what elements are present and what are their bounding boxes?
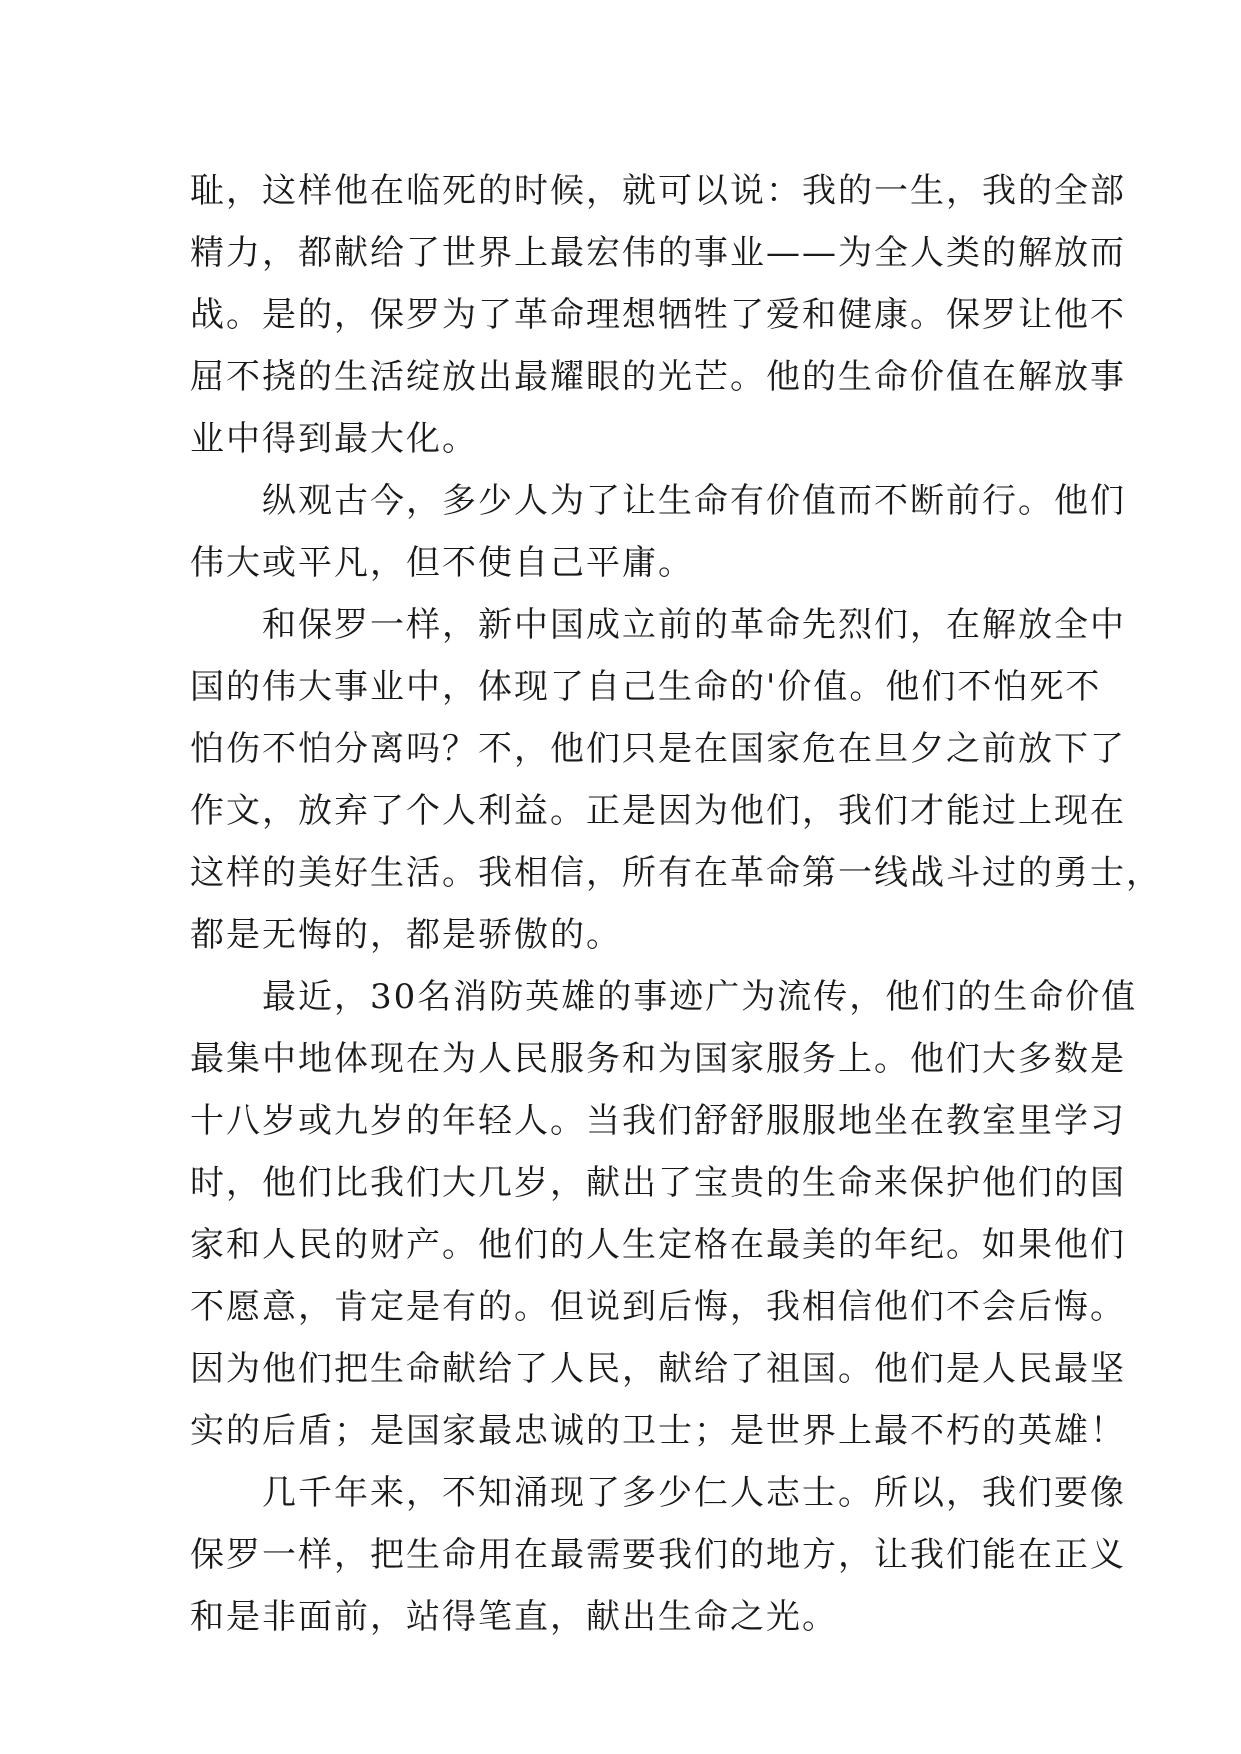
text-line: 和保罗一样，新中国成立前的革命先烈们，在解放全中 [190,605,1126,645]
text-line: 实的后盾；是国家最忠诚的卫士；是世界上最不朽的英雄！ [190,1411,1126,1451]
text-line: 最近，30名消防英雄的事迹广为流传，他们的生命价值 [190,977,1138,1017]
text-line: 不愿意，肯定是有的。但说到后悔，我相信他们不会后悔。 [190,1287,1126,1327]
text-line: 纵观古今，多少人为了让生命有价值而不断前行。他们 [190,481,1126,521]
text-line: 战。是的，保罗为了革命理想牺牲了爱和健康。保罗让他不 [190,295,1126,335]
text-line: 因为他们把生命献给了人民，献给了祖国。他们是人民最坚 [190,1349,1126,1389]
text-line: 家和人民的财产。他们的人生定格在最美的年纪。如果他们 [190,1225,1126,1265]
text-line: 时，他们比我们大几岁，献出了宝贵的生命来保护他们的国 [190,1163,1126,1203]
text-line: 怕伤不怕分离吗？不，他们只是在国家危在旦夕之前放下了 [190,729,1126,769]
text-line: 这样的美好生活。我相信，所有在革命第一线战斗过的勇士， [190,853,1162,893]
essay-body [190,160,1162,1648]
text-line: 几千年来，不知涌现了多少仁人志士。所以，我们要像 [190,1473,1126,1513]
text-line: 伟大或平凡，但不使自己平庸。 [190,543,694,583]
text-line: 屈不挠的生活绽放出最耀眼的光芒。他的生命价值在解放事 [190,357,1126,397]
text-line: 最集中地体现在为人民服务和为国家服务上。他们大多数是 [190,1039,1126,1079]
text-line: 业中得到最大化。 [190,419,478,459]
text-line: 都是无悔的，都是骄傲的。 [190,915,622,955]
text-line: 精力，都献给了世界上最宏伟的事业——为全人类的解放而 [190,233,1126,273]
text-line: 耻，这样他在临死的时候，就可以说：我的一生，我的全部 [190,171,1126,211]
text-line: 保罗一样，把生命用在最需要我们的地方，让我们能在正义 [190,1535,1126,1575]
text-line: 国的伟大事业中，体现了自己生命的'价值。他们不怕死不 [190,667,1102,707]
text-line: 十八岁或九岁的年轻人。当我们舒舒服服地坐在教室里学习 [190,1101,1126,1141]
text-line: 作文，放弃了个人利益。正是因为他们，我们才能过上现在 [190,791,1126,831]
text-line: 和是非面前，站得笔直，献出生命之光。 [190,1597,838,1637]
